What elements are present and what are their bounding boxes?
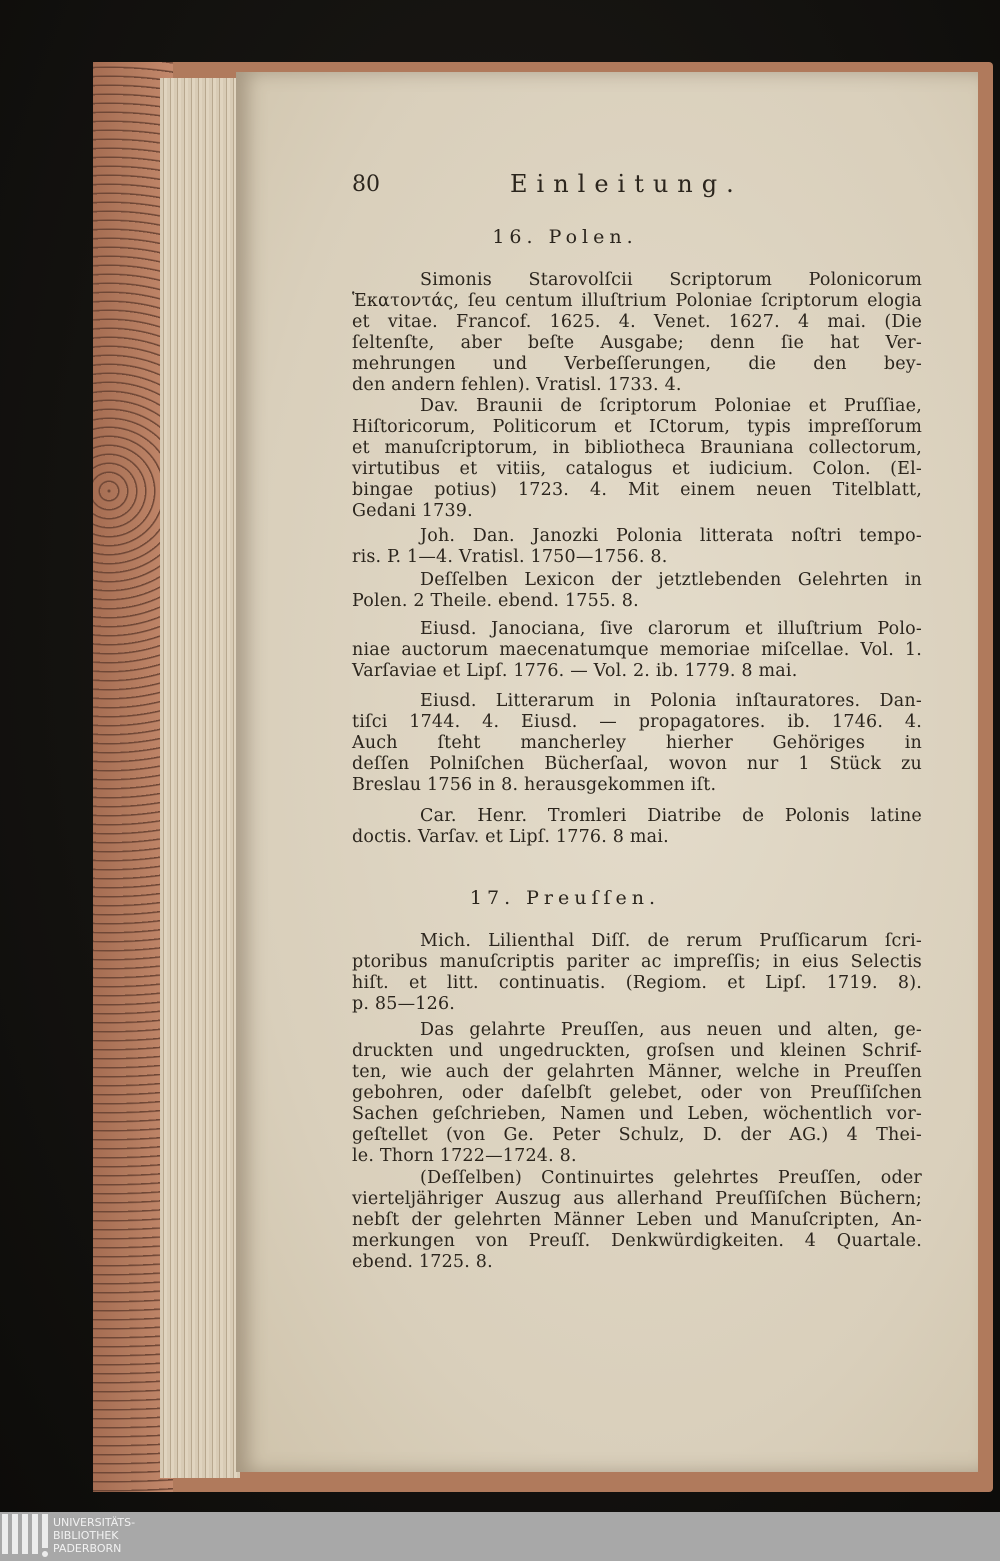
text-line: Hiſtoricorum, Politicorum et ICtorum, typis impreſſorum (352, 417, 922, 437)
text-line: ebend. 1725. 8. (352, 1252, 493, 1272)
logo-line: BIBLIOTHEK (53, 1529, 119, 1542)
text-line: ris. P. 1—4. Vratisl. 1750—1756. 8. (352, 547, 668, 567)
text-line: druckten und ungedruckten, groſsen und kleinen Schrif- (352, 1041, 922, 1061)
library-logo-icon (2, 1514, 48, 1554)
logo-line: PADERBORN (53, 1542, 122, 1555)
text-line: bingae potius) 1723. 4. Mit einem neuen Titelblatt, (352, 480, 922, 500)
text-line: Gedani 1739. (352, 501, 473, 521)
section-title-preussen: 17. Preuſſen. (469, 887, 661, 909)
page-number: 80 (352, 172, 380, 197)
text-line: hiſt. et litt. continuatis. (Regiom. et Lipſ. 1719. 8). (352, 973, 922, 993)
text-line: virtutibus et vitiis, catalogus et iudicium. Colon. (El- (352, 459, 922, 479)
section-title-polen: 16. Polen. (492, 226, 638, 248)
text-line: ſeltenſte, aber beſte Ausgabe; denn ſie hat Ver- (352, 333, 922, 353)
text-line: merkungen von Preuſſ. Denkwürdigkeiten. 4 Quartale. (352, 1231, 922, 1251)
text-line: tiſci 1744. 4. Eiusd. — propagatores. ib. 1746. 4. (352, 712, 922, 732)
text-line: (Deſſelben) Continuirtes gelehrtes Preuſſen, oder (420, 1168, 922, 1188)
text-line: Car. Henr. Tromleri Diatribe de Polonis latine (420, 806, 922, 826)
text-line: ptoribus manuſcriptis pariter ac impreſſis; in eius Selectis (352, 952, 922, 972)
text-line: ten, wie auch der gelahrten Männer, welche in Preuſſen (352, 1062, 922, 1082)
text-line: nebſt der gelehrten Männer Leben und Manuſcripten, An- (352, 1210, 922, 1230)
text-line: Eiusd. Litterarum in Polonia inſtauratores. Dan- (420, 691, 922, 711)
text-line: geſtellet (von Ge. Peter Schulz, D. der AG.) 4 Thei- (352, 1125, 922, 1145)
library-logo-text (53, 1516, 135, 1555)
text-line: den andern fehlen). Vratisl. 1733. 4. (352, 375, 682, 395)
text-line: niae auctorum maecenatumque memoriae miſcellae. Vol. 1. (352, 640, 922, 660)
logo-line: UNIVERSITÄTS- (53, 1516, 136, 1529)
text-line: Das gelahrte Preuſſen, aus neuen und alten, ge- (420, 1020, 922, 1040)
text-line: Deſſelben Lexicon der jetztlebenden Gelehrten in (420, 570, 922, 590)
text-line: Breslau 1756 in 8. herausgekommen iſt. (352, 775, 717, 795)
text-line: p. 85—126. (352, 994, 456, 1014)
text-line: Joh. Dan. Janozki Polonia litterata noſtri tempo- (420, 526, 922, 546)
text-line: Ἑκατοντάς, ſeu centum illuſtrium Poloniae ſcriptorum elogia (352, 291, 922, 311)
text-line: et manuſcriptorum, in bibliotheca Brauniana collectorum, (352, 438, 922, 458)
text-line: gebohren, oder daſelbſt gelebet, oder von Preuſſiſchen (352, 1083, 922, 1103)
text-line: vierteljähriger Auszug aus allerhand Preuſſiſchen Büchern; (352, 1189, 922, 1209)
page-edges (160, 78, 240, 1478)
text-line: doctis. Varſav. et Lipſ. 1776. 8 mai. (352, 827, 669, 847)
text-line: Mich. Lilienthal Diſſ. de rerum Pruſſicarum ſcri- (420, 931, 922, 951)
running-head: Einleitung. (510, 170, 743, 198)
text-line: Dav. Braunii de ſcriptorum Poloniae et Pruſſiae, (420, 396, 922, 416)
text-line: mehrungen und Verbeſſerungen, die den bey- (352, 354, 922, 374)
footer-bar (0, 1512, 1000, 1561)
text-line: Varſaviae et Lipſ. 1776. — Vol. 2. ib. 1779. 8 mai. (352, 661, 798, 681)
text-line: Simonis Starovolſcii Scriptorum Polonicorum (420, 270, 922, 290)
text-line: Eiusd. Janociana, ſive clarorum et illuſtrium Polo- (420, 619, 922, 639)
text-line: Polen. 2 Theile. ebend. 1755. 8. (352, 591, 639, 611)
text-line: le. Thorn 1722—1724. 8. (352, 1146, 577, 1166)
text-line: et vitae. Francof. 1625. 4. Venet. 1627. 4 mai. (Die (352, 312, 922, 332)
text-line: Auch ſteht mancherley hierher Gehöriges in (352, 733, 922, 753)
text-line: deſſen Polniſchen Bücherſaal, wovon nur 1 Stück zu (352, 754, 922, 774)
text-line: Sachen geſchrieben, Namen und Leben, wöchentlich vor- (352, 1104, 922, 1124)
